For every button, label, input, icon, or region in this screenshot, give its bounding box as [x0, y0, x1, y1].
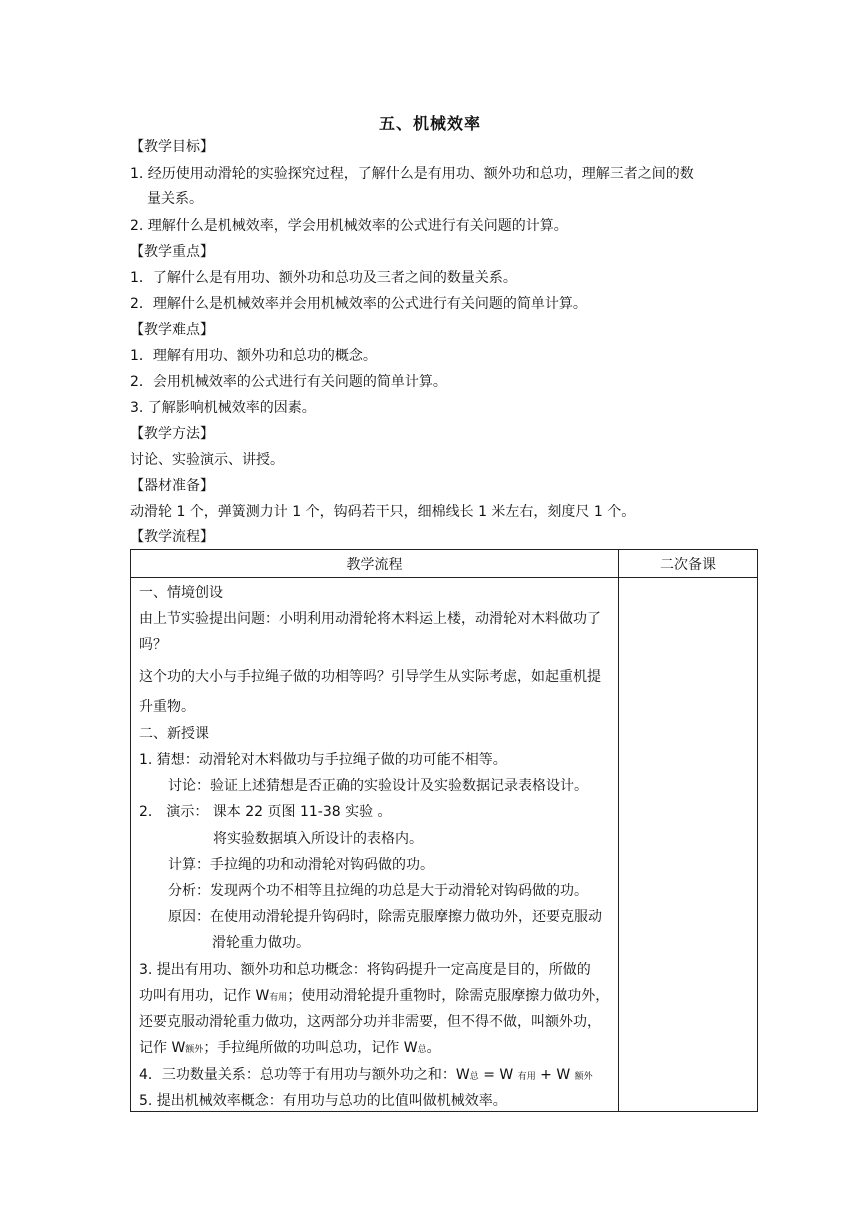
step-3-concepts: 3. 提出有用功、额外功和总功概念：将钩码提升一定高度是目的，所做的	[139, 962, 591, 978]
w-useful-subscript: 有用	[269, 993, 288, 1003]
table-header-row	[131, 550, 758, 578]
step-2-reason-cont: 滑轮重力做功。	[212, 935, 310, 951]
step-3-useful-work-post: ；使用动滑轮提升重物时，除需克服摩擦力做功外，	[287, 988, 610, 1004]
step-3-total-work-mid: ；手拉绳所做的功叫总功，记作 W	[203, 1040, 418, 1056]
col-header-process: 教学流程	[131, 550, 619, 578]
step-3-total-work-end: 。	[426, 1040, 441, 1056]
w-total-subscript: 总	[417, 1045, 427, 1055]
difficulties-heading: 【教学难点】	[130, 322, 214, 338]
section-1-para-1: 由上节实验提出问题：小明利用动滑轮将木料运上楼，动滑轮对木料做功了	[139, 611, 601, 627]
methods-heading: 【教学方法】	[130, 426, 214, 442]
step-3-useful-work-pre: 功叫有用功，记作 W	[139, 988, 270, 1004]
section-2-title: 二、新授课	[139, 726, 209, 742]
methods-text: 讨论、实验演示、讲授。	[130, 452, 284, 468]
second-prep-cell	[619, 578, 758, 1112]
table-body-row	[131, 578, 758, 1112]
step-2-demo: 2． 演示： 课本 22 页图 11-38 实验 。	[139, 804, 392, 820]
section-1-para-2: 这个功的大小与手拉绳子做的功相等吗？引导学生从实际考虑，如起重机提	[139, 669, 601, 685]
step-2-fill-table: 将实验数据填入所设计的表格内。	[213, 831, 423, 847]
section-1-para-2-cont: 升重物。	[139, 699, 195, 715]
section-1-para-1-cont: 吗？	[139, 637, 167, 653]
step-4-relation	[139, 1065, 593, 1087]
formula-useful-subscript: 有用	[517, 1072, 536, 1082]
formula-total-subscript: 总	[469, 1072, 479, 1082]
step-5-efficiency: 5. 提出机械效率概念：有用功与总功的比值叫做机械效率。	[139, 1093, 507, 1109]
col-header-second-prep: 二次备课	[619, 550, 758, 578]
formula-extra-subscript: 额外	[574, 1072, 593, 1082]
step-2-analysis: 分析：发现两个功不相等且拉绳的功总是大于动滑轮对钩码做的功。	[168, 883, 588, 899]
step-2-calculation: 计算：手拉绳的功和动滑轮对钩码做的功。	[168, 857, 434, 873]
objective-item-1: 1. 经历使用动滑轮的实验探究过程，了解什么是有用功、额外功和总功，理解三者之间的数	[130, 166, 694, 182]
formula-equals: = W	[478, 1067, 518, 1083]
step-3-total-work	[139, 1038, 441, 1060]
step-3-total-work-pre: 记作 W	[139, 1040, 186, 1056]
step-3-useful-work	[139, 986, 609, 1008]
difficulty-item-2: 2．会用机械效率的公式进行有关问题的简单计算。	[130, 374, 447, 390]
keypoints-heading: 【教学重点】	[130, 244, 214, 260]
teaching-process-table	[130, 549, 758, 1112]
difficulty-item-1: 1．理解有用功、额外功和总功的概念。	[130, 348, 377, 364]
process-cell	[131, 578, 619, 1112]
materials-heading: 【器材准备】	[130, 478, 214, 494]
keypoint-item-2: 2．理解什么是机械效率并会用机械效率的公式进行有关问题的简单计算。	[130, 296, 587, 312]
difficulty-item-3: 3. 了解影响机械效率的因素。	[130, 400, 316, 416]
objectives-heading: 【教学目标】	[130, 139, 214, 155]
w-extra-subscript: 额外	[185, 1045, 204, 1055]
page-title: 五、机械效率	[378, 114, 481, 133]
section-1-title: 一、情境创设	[139, 585, 223, 601]
step-1-guess: 1. 猜想：动滑轮对木料做功与手拉绳子做的功可能不相等。	[139, 752, 507, 768]
formula-plus: + W	[535, 1067, 575, 1083]
objective-item-2: 2. 理解什么是机械效率，学会用机械效率的公式进行有关问题的计算。	[130, 218, 568, 234]
step-1-discussion: 讨论：验证上述猜想是否正确的实验设计及实验数据记录表格设计。	[168, 778, 588, 794]
materials-text: 动滑轮 1 个，弹簧测力计 1 个，钩码若干只，细棉线长 1 米左右，刻度尺 1 个。	[130, 504, 636, 520]
process-heading: 【教学流程】	[130, 529, 214, 545]
step-4-relation-text: 4．三功数量关系：总功等于有用功与额外功之和：W	[139, 1067, 470, 1083]
step-2-reason: 原因：在使用动滑轮提升钩码时，除需克服摩擦力做功外，还要克服动	[168, 909, 602, 925]
keypoint-item-1: 1．了解什么是有用功、额外功和总功及三者之间的数量关系。	[130, 270, 517, 286]
step-3-extra-work: 还要克服动滑轮重力做功，这两部分功并非需要，但不得不做，叫额外功，	[139, 1014, 601, 1030]
objective-item-1-cont: 量关系。	[147, 191, 203, 207]
